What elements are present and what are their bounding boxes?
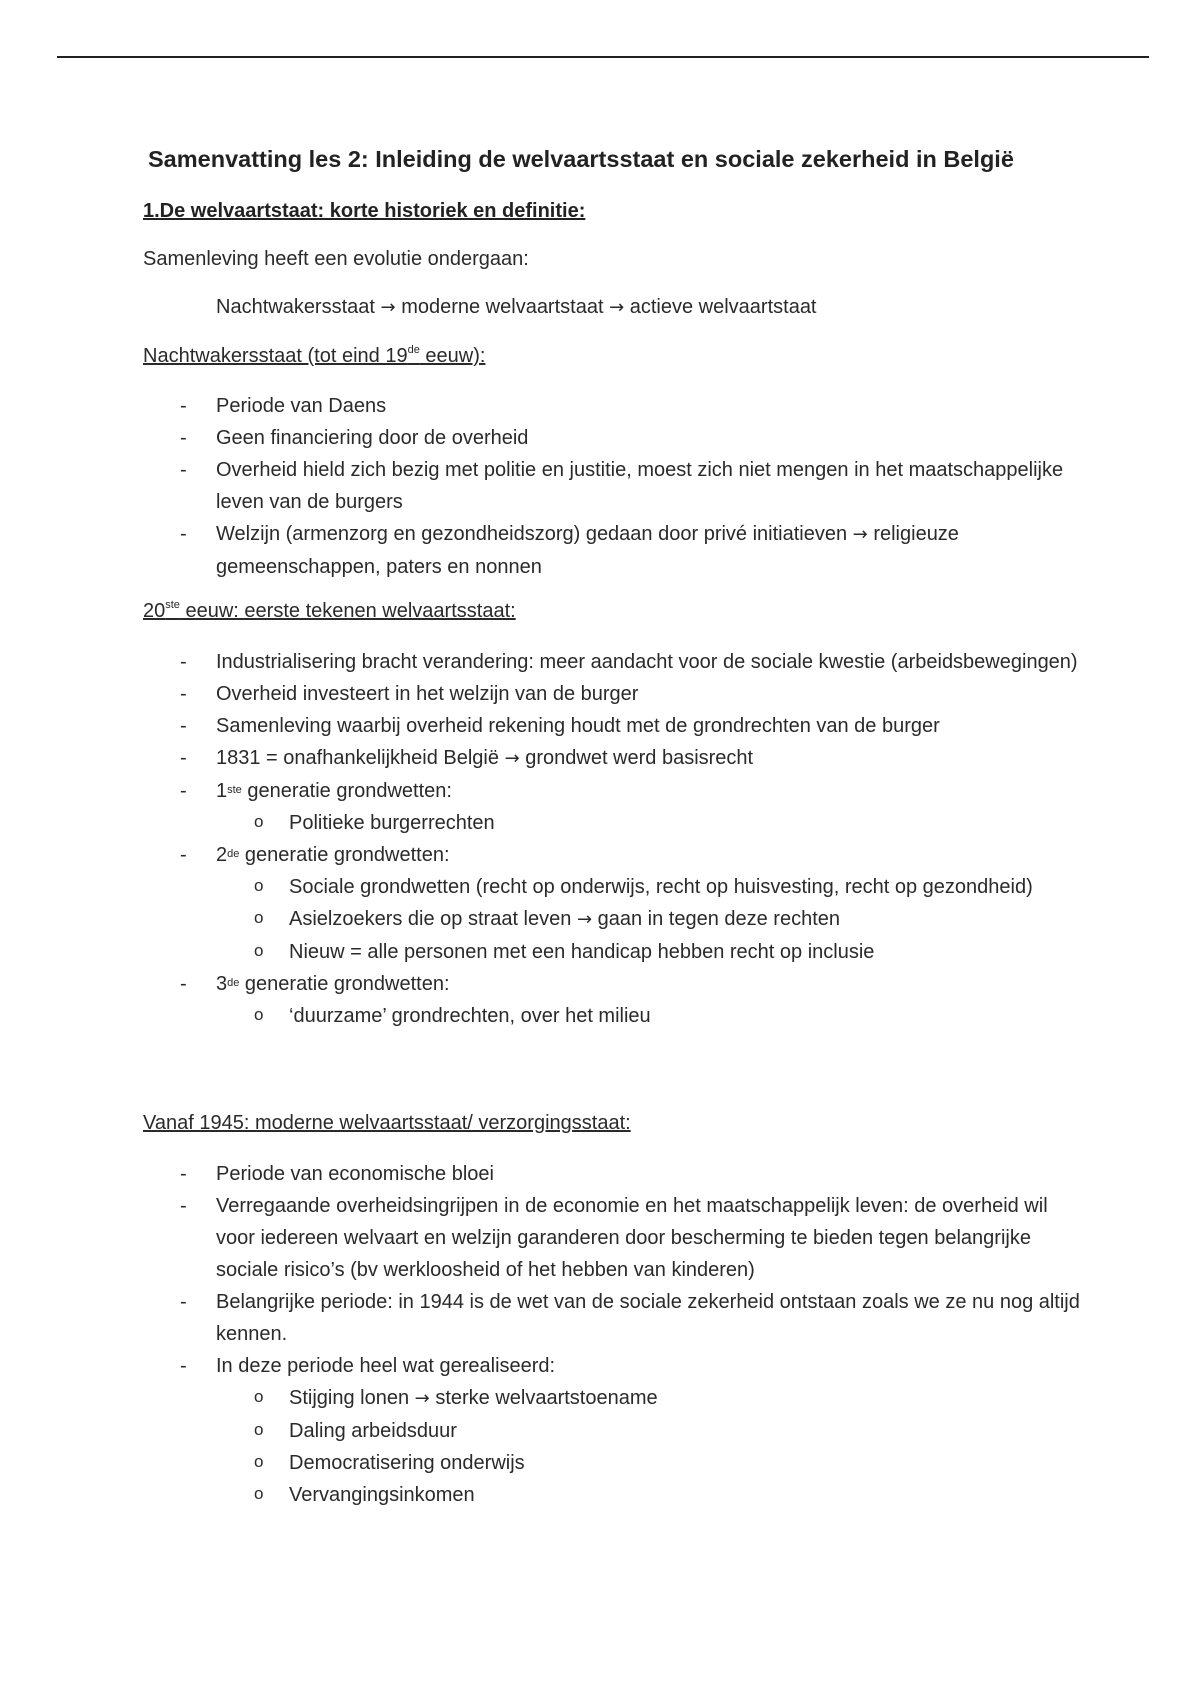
top-horizontal-rule: [57, 56, 1149, 58]
arrow-right-icon: →: [504, 748, 520, 769]
list-item: - Periode van Daens: [180, 395, 387, 417]
arrow-right-icon: →: [852, 524, 868, 545]
eeuw20-list: [180, 646, 1086, 1032]
nachtwakersstaat-list: [180, 390, 1086, 583]
list-item: - Samenleving waarbij overheid rekening houdt met de grondrechten van de burger: [180, 715, 940, 737]
vanaf1945-list: [180, 1158, 1086, 1511]
sublist: [254, 1382, 1086, 1511]
list-item: - 3de generatie grondwetten: o ‘duurzame’ grondrechten, over het milieu: [216, 968, 1086, 1032]
arrow-right-icon: →: [380, 297, 396, 318]
list-item: - Periode van economische bloei: [180, 1163, 494, 1185]
section-1-heading: 1.De welvaartstaat: korte historiek en definitie:: [143, 200, 586, 222]
eeuw20-heading: 20ste eeuw: eerste tekenen welvaartsstaat:: [143, 599, 516, 622]
document-title: Samenvatting les 2: Inleiding de welvaartsstaat en sociale zekerheid in België: [148, 146, 1014, 172]
sublist: [254, 871, 1086, 968]
list-item: - Geen financiering door de overheid: [180, 427, 529, 449]
sub-list-item: o Nieuw = alle personen met een handicap hebben recht op inclusie: [254, 941, 875, 963]
sub-list-item: o Asielzoekers die op straat leven → gaan in tegen deze rechten: [254, 908, 841, 930]
list-item: - 1831 = onafhankelijkheid België → grondwet werd basisrecht: [180, 747, 754, 769]
sub-list-item: o Vervangingsinkomen: [254, 1484, 475, 1506]
vanaf1945-heading: Vanaf 1945: moderne welvaartsstaat/ verzorgingsstaat:: [143, 1112, 631, 1134]
evolution-step-1: Nachtwakersstaat: [216, 296, 375, 318]
arrow-right-icon: →: [609, 297, 625, 318]
list-item: - Belangrijke periode: in 1944 is de wet van de sociale zekerheid ontstaan zoals we ze nu nog altijd kennen.: [180, 1291, 1080, 1345]
list-item: - Industrialisering bracht verandering: meer aandacht voor de sociale kwestie (arbeidsbewegingen): [180, 651, 1078, 673]
list-item: - Verregaande overheidsingrijpen in de economie en het maatschappelijk leven: de overheid wil voor iedereen welvaart en welzijn garanderen door bescherming te bieden tegen belangrijke sociale risico’s (bv werkloosheid of het hebben van kinderen): [180, 1195, 1048, 1281]
sub-list-item: o Stijging lonen → sterke welvaartstoename: [254, 1387, 658, 1409]
evolution-step-2: moderne welvaartstaat: [401, 296, 604, 318]
sub-list-item: o Politieke burgerrechten: [254, 812, 495, 834]
list-item: - In deze periode heel wat gerealiseerd: o Stijging lonen → sterke welvaartstoename o Daling arbeidsduur o Democratisering onderwijs o Vervangingsinkomen: [216, 1350, 1086, 1511]
list-item: - 2de generatie grondwetten: o Sociale grondwetten (recht op onderwijs, recht op huisvesting, recht op gezondheid) o Asielzoekers die op straat leven → gaan in tegen deze rechten o Nieuw = alle personen met een handicap hebben recht op inclusie: [216, 839, 1086, 968]
arrow-right-icon: →: [414, 1388, 430, 1409]
sub-list-item: o ‘duurzame’ grondrechten, over het milieu: [254, 1005, 651, 1027]
evolution-line: [216, 296, 817, 319]
list-item: - Overheid hield zich bezig met politie en justitie, moest zich niet mengen in het maatschappelijke leven van de burgers: [180, 459, 1064, 513]
sublist: [254, 807, 1086, 839]
nachtwakersstaat-heading: Nachtwakersstaat (tot eind 19de eeuw):: [143, 344, 486, 367]
arrow-right-icon: →: [576, 909, 593, 930]
list-item: - Overheid investeert in het welzijn van de burger: [180, 683, 639, 705]
sub-list-item: o Democratisering onderwijs: [254, 1452, 525, 1474]
list-item: - Welzijn (armenzorg en gezondheidszorg) gedaan door privé initiatieven → religieuze gemeenschappen, paters en nonnen: [180, 523, 959, 578]
sub-list-item: o Sociale grondwetten (recht op onderwijs, recht op huisvesting, recht op gezondheid): [254, 876, 1033, 898]
evolution-step-3: actieve welvaartstaat: [629, 296, 817, 318]
list-item: - 1ste generatie grondwetten: o Politieke burgerrechten: [216, 775, 1086, 839]
sub-list-item: o Daling arbeidsduur: [254, 1420, 457, 1442]
intro-text: Samenleving heeft een evolutie ondergaan:: [143, 248, 529, 270]
sublist: [254, 1000, 1086, 1032]
